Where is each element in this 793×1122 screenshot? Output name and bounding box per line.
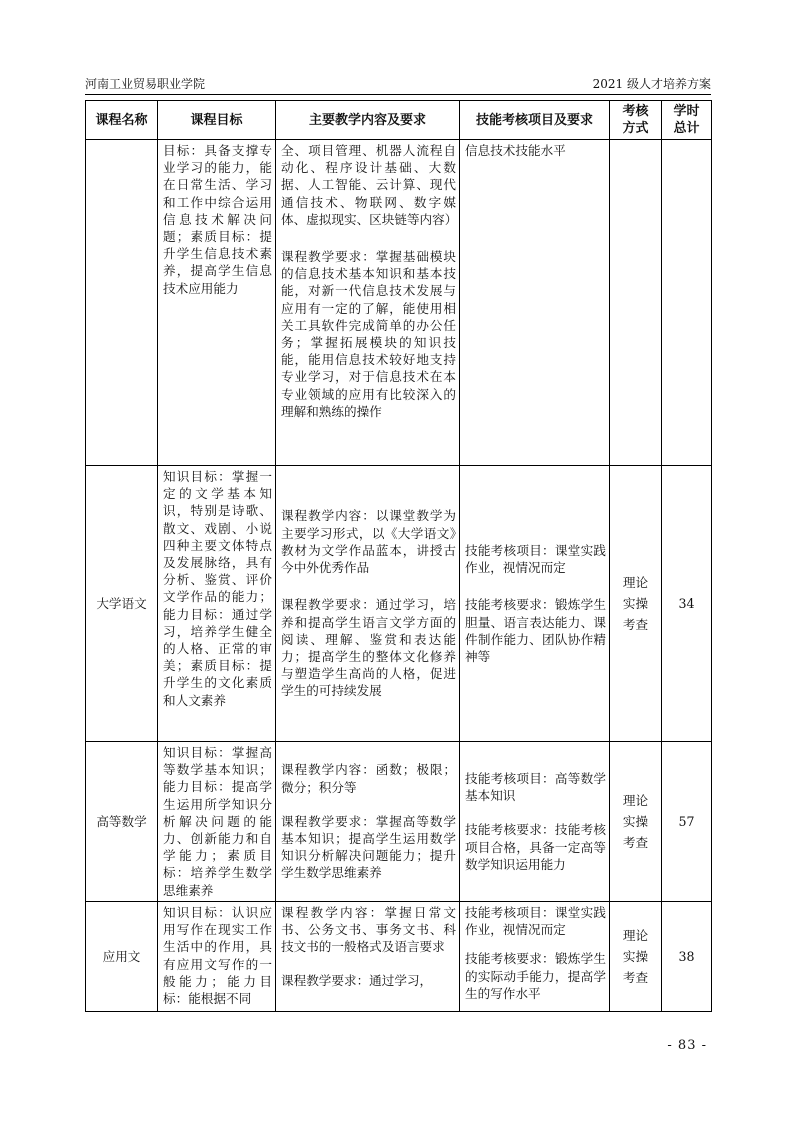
course-goal-cell xyxy=(158,140,276,466)
course-table xyxy=(85,100,712,1012)
total-hours-cell: 38 xyxy=(662,902,712,1012)
teaching-content-paragraph: 全、项目管理、机器人流程自动化、程序设计基础、大数据、人工智能、云计算、现代通信技术、物联网、数字媒体、虚拟现实、区块链等内容） xyxy=(281,143,458,227)
course-goal-text: 知识目标：掌握一定的文学基本知识，特别是诗歌、散文、戏剧、小说四种主要文体特点及发展脉络，具有分析、鉴赏、评价文学作品的能力；能力目标：通过学习，培养学生健全的人格、正常的审美；素质目标：提升学生的文化素质和人文素养 xyxy=(163,469,272,708)
table-header-row xyxy=(86,101,712,140)
skill-assessment-cell xyxy=(460,902,610,1012)
assessment-method-line: 理论 xyxy=(622,575,649,590)
course-goal-cell xyxy=(158,742,276,902)
teaching-requirement-paragraph: 课程教学要求：掌握基础模块的信息技术基本知识和基本技能，对新一代信息技术发展与应用有一定的了解，能使用相关工具软件完成简单的办公任务；掌握拓展模块的知识技能，能用信息技术较好地支持专业学习，对于信息技术在本专业领域的应用有比较深入的理解和熟练的操作 xyxy=(281,249,456,419)
page-header xyxy=(85,76,711,96)
course-name-cell: 大学语文 xyxy=(86,466,158,742)
skill-assessment-cell xyxy=(460,140,610,466)
header-school-name: 河南工业贸易职业学院 xyxy=(85,77,206,91)
col-header-course-goal: 课程目标 xyxy=(158,101,276,140)
teaching-content-cell xyxy=(276,902,460,1012)
teaching-content-cell xyxy=(276,140,460,466)
course-name-cell: 高等数学 xyxy=(86,742,158,902)
skill-requirement-paragraph: 技能考核要求：技能考核项目合格，具备一定高等数学知识运用能力 xyxy=(465,822,606,872)
skill-assessment-paragraph: 技能考核项目：课堂实践作业，视情况而定 xyxy=(465,542,606,576)
col-header-hours-line: 总计 xyxy=(673,121,700,136)
skill-requirement-paragraph: 技能考核要求：锻炼学生的实际动手能力，提高学生的写作水平 xyxy=(465,951,606,1001)
skill-assessment-paragraph: 技能考核项目：高等数学基本知识 xyxy=(465,770,606,804)
col-header-skill-assessment: 技能考核项目及要求 xyxy=(460,101,610,140)
course-name-cell: 应用文 xyxy=(86,902,158,1012)
col-header-method-line: 方式 xyxy=(622,121,649,136)
teaching-content-cell xyxy=(276,742,460,902)
teaching-content-paragraph: 课程教学内容：掌握日常文书、公务文书、事务文书、科技文书的一般格式及语言要求 xyxy=(281,905,456,955)
col-header-course-name: 课程名称 xyxy=(86,101,158,140)
teaching-requirement-paragraph: 课程教学要求：通过学习，培养和提高学生语言文学方面的阅读、理解、鉴赏和表达能力；提高学生的整体文化修养与塑造学生高尚的人格，促进学生的可持续发展 xyxy=(281,597,456,699)
col-header-hours-line: 学时 xyxy=(673,104,700,119)
course-goal-text: 知识目标：掌握高等数学基本知识；能力目标：提高学生运用所学知识分析解决问题的能力、创新能力和自学能力；素质目标：培养学生数学思维素养 xyxy=(163,745,272,898)
col-header-teaching-content: 主要教学内容及要求 xyxy=(276,101,460,140)
skill-assessment-cell xyxy=(460,742,610,902)
assessment-method-line: 实操 xyxy=(622,949,649,964)
teaching-content-paragraph: 课程教学内容：以课堂教学为主要学习形式，以《大学语文》教材为文学作品蓝本，讲授古今中外优秀作品 xyxy=(281,508,456,576)
table-row xyxy=(86,140,712,466)
total-hours-cell: 57 xyxy=(662,742,712,902)
assessment-method-line: 实操 xyxy=(622,596,649,611)
assessment-method-cell xyxy=(610,466,662,742)
teaching-content-cell xyxy=(276,466,460,742)
col-header-assessment-method xyxy=(610,101,662,140)
table-row xyxy=(86,902,712,1012)
assessment-method-line: 实操 xyxy=(622,814,649,829)
assessment-method-line: 理论 xyxy=(622,928,649,943)
col-header-method-line: 考核 xyxy=(622,104,649,119)
assessment-method-cell xyxy=(610,902,662,1012)
table-row xyxy=(86,742,712,902)
teaching-requirement-paragraph: 课程教学要求：掌握高等数学基本知识；提高学生运用数学知识分析解决问题能力；提升学生数学思维素养 xyxy=(281,813,456,881)
assessment-method-line: 考查 xyxy=(622,970,649,985)
skill-assessment-paragraph: 信息技术技能水平 xyxy=(465,143,566,158)
assessment-method-line: 理论 xyxy=(622,793,649,808)
assessment-method-line: 考查 xyxy=(622,617,649,632)
course-name-cell xyxy=(86,140,158,466)
assessment-method-line: 考查 xyxy=(622,835,649,850)
total-hours-cell xyxy=(662,140,712,466)
table-row xyxy=(86,466,712,742)
skill-assessment-cell xyxy=(460,466,610,742)
skill-requirement-paragraph: 技能考核要求：锻炼学生胆量、语言表达能力、课件制作能力、团队协作精神等 xyxy=(465,597,606,664)
header-rule xyxy=(85,94,711,95)
header-plan-title: 2021 级人才培养方案 xyxy=(592,77,711,91)
teaching-requirement-paragraph: 课程教学要求：通过学习， xyxy=(281,972,433,988)
assessment-method-cell xyxy=(610,140,662,466)
course-goal-cell xyxy=(158,902,276,1012)
skill-assessment-paragraph: 技能考核项目：课堂实践作业，视情况而定 xyxy=(465,905,606,938)
teaching-content-paragraph: 课程教学内容：函数；极限；微分；积分等 xyxy=(281,762,456,795)
course-goal-text: 目标：具备支撑专业学习的能力，能在日常生活、学习和工作中综合运用信息技术解决问题；素质目标：提升学生信息技术素养，提高学生信息技术应用能力 xyxy=(163,143,272,296)
col-header-total-hours xyxy=(662,101,712,140)
page-number: - 83 - xyxy=(667,1038,707,1053)
course-goal-text: 知识目标：认识应用写作在现实工作生活中的作用，具有应用文写作的一般能力；能力目标：能根据不同 xyxy=(163,905,272,1007)
assessment-method-cell xyxy=(610,742,662,902)
course-goal-cell xyxy=(158,466,276,742)
total-hours-cell: 34 xyxy=(662,466,712,742)
